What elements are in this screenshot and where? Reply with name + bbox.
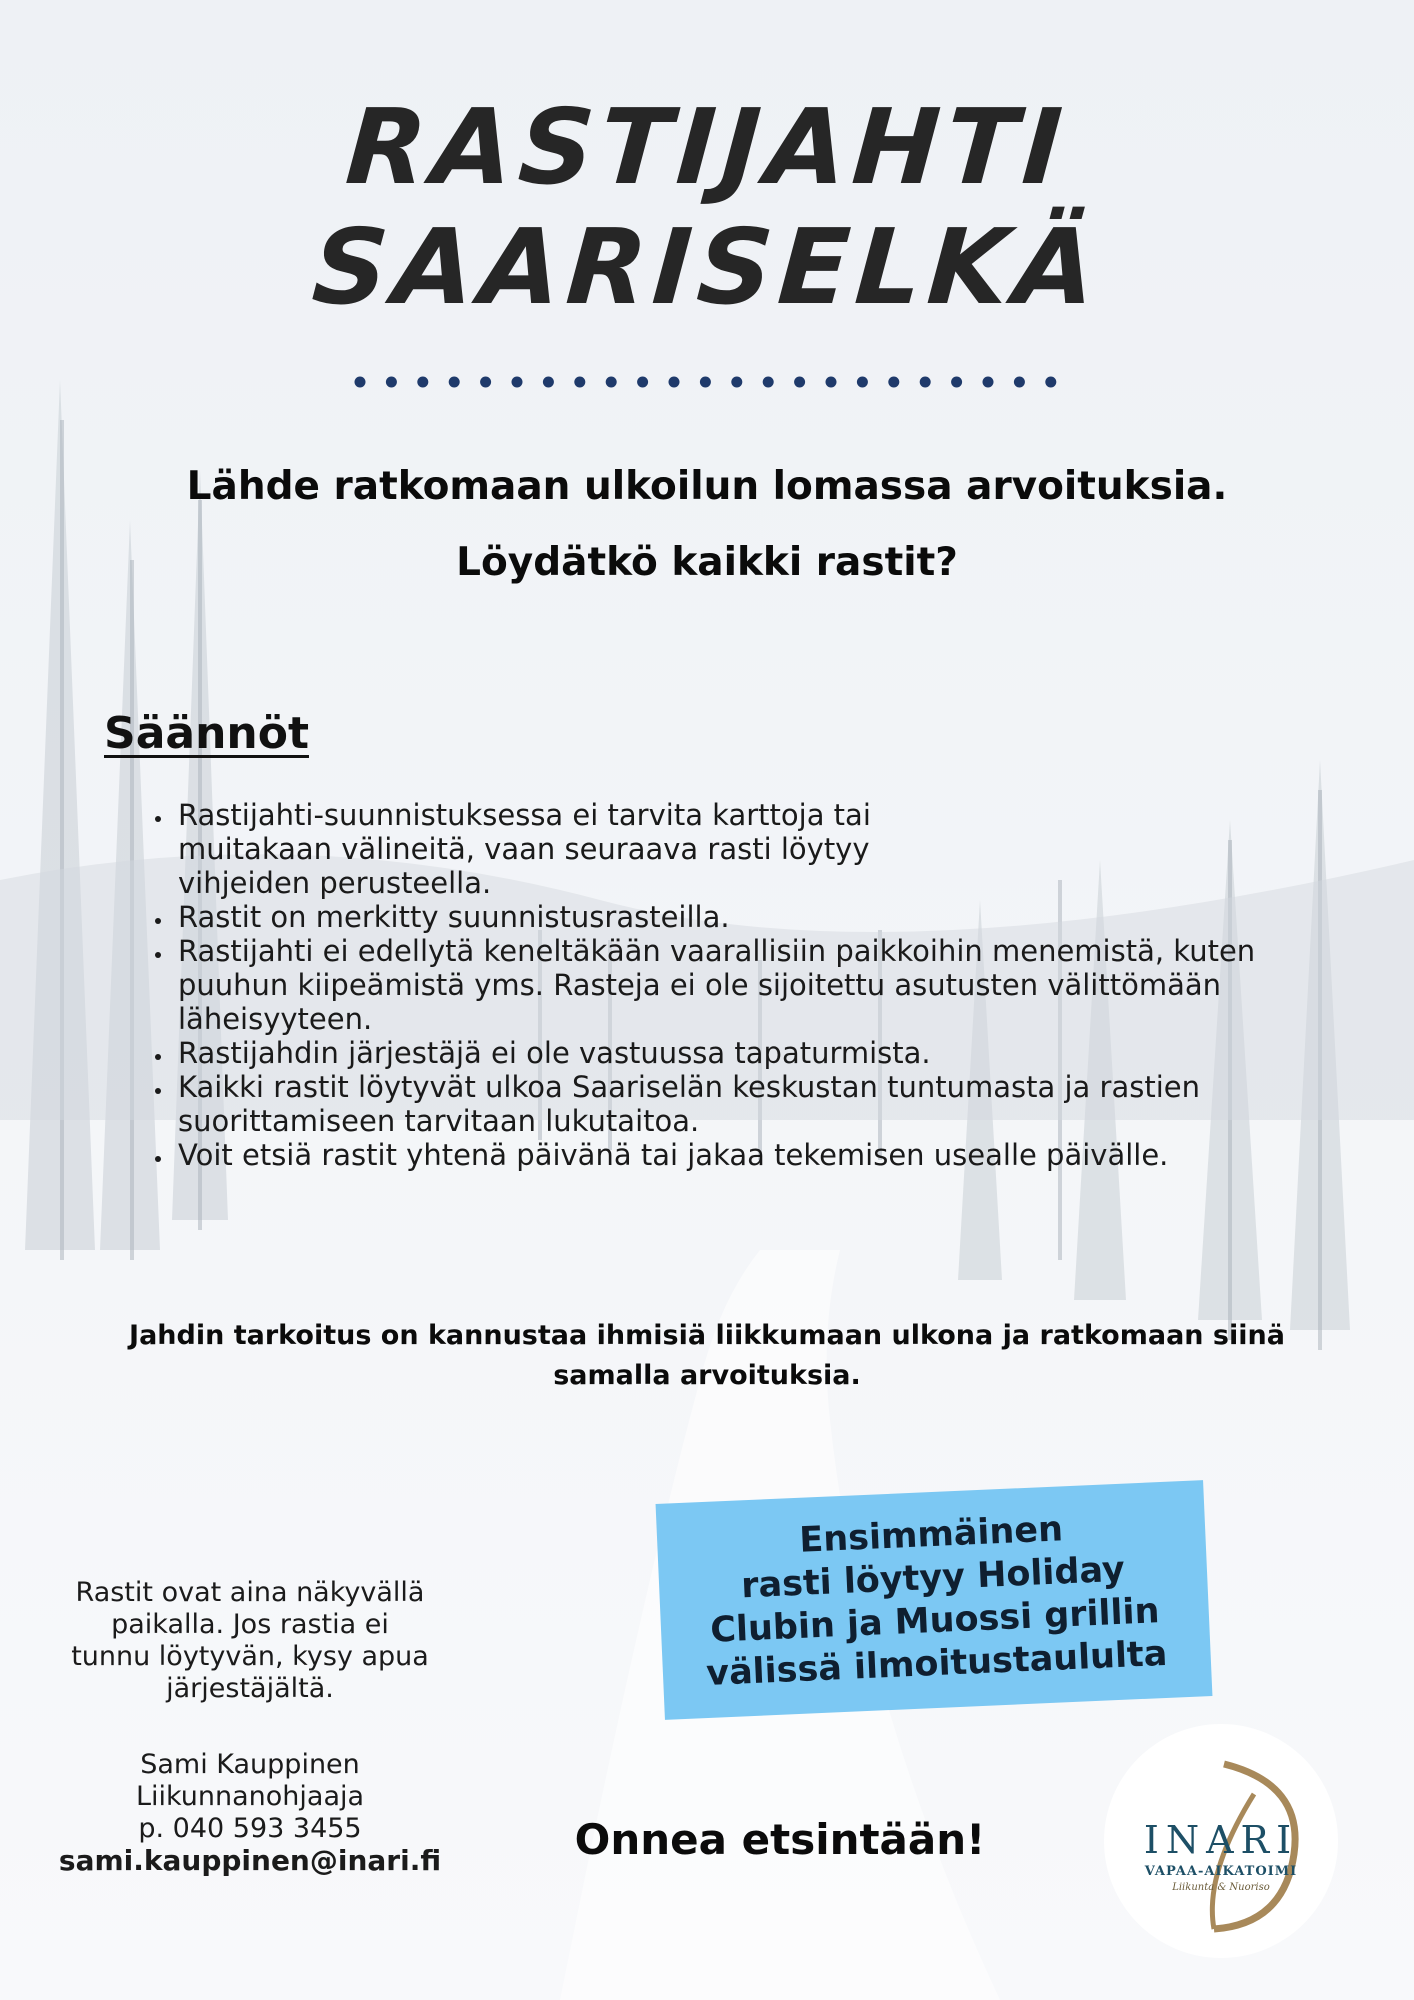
poster-title-line1: RASTIJAHTI bbox=[342, 86, 1072, 208]
rule-item: • Voit etsiä rastit yhtenä päivänä tai jakaa tekemisen usealle päivälle. bbox=[174, 1138, 1228, 1172]
rule-item: • Kaikki rastit löytyvät ulkoa Saariselän keskustan tuntumasta ja rastien suorittamiseen tarvitaan lukutaitoa. bbox=[174, 1070, 1248, 1138]
divider-dot bbox=[637, 377, 648, 388]
divider-dot bbox=[606, 377, 617, 388]
divider-dot bbox=[1045, 377, 1056, 388]
divider-dot bbox=[794, 377, 805, 388]
contact-block bbox=[30, 1577, 470, 1877]
purpose-statement: Jahdin tarkoitus on kannustaa ihmisiä liikkumaan ulkona ja ratkomaan siinä samalla arvoituksia. bbox=[129, 1320, 1285, 1391]
good-luck-message: Onnea etsintään! bbox=[574, 1815, 986, 1864]
rules-list bbox=[132, 798, 1374, 1172]
divider-dot bbox=[386, 377, 397, 388]
divider-dot bbox=[700, 377, 711, 388]
divider-dot bbox=[763, 377, 774, 388]
divider-dot bbox=[574, 377, 585, 388]
logo-tagline: Liikunta & Nuoriso bbox=[1172, 1882, 1270, 1893]
divider-dot bbox=[669, 377, 680, 388]
rules-heading: Säännöt bbox=[104, 708, 309, 759]
logo-subtitle: VAPAA-AIKATOIMI bbox=[1144, 1864, 1298, 1879]
rule-item: • Rastijahti ei edellytä keneltäkään vaarallisiin paikkoihin menemistä, kuten puuhun kiipeämistä yms. Rasteja ei ole sijoitettu asutusten välittömään läheisyyteen. bbox=[174, 934, 1328, 1036]
contact-email[interactable]: sami.kauppinen@inari.fi bbox=[58, 1844, 442, 1877]
dotted-divider bbox=[350, 372, 1070, 392]
divider-dot bbox=[731, 377, 742, 388]
divider-dot bbox=[417, 377, 428, 388]
divider-dot bbox=[355, 377, 366, 388]
divider-dot bbox=[826, 377, 837, 388]
divider-dot bbox=[983, 377, 994, 388]
inari-logo bbox=[1104, 1724, 1338, 1958]
divider-dot bbox=[920, 377, 931, 388]
logo-name: INARI bbox=[1143, 1818, 1299, 1862]
poster-title-line2: SAARISELKÄ bbox=[308, 206, 1106, 328]
contact-name: Sami Kauppinen bbox=[140, 1749, 360, 1780]
divider-dot bbox=[888, 377, 899, 388]
divider-dot bbox=[543, 377, 554, 388]
rule-item: • Rastijahdin järjestäjä ei ole vastuussa tapaturmista. bbox=[174, 1036, 1374, 1070]
intro-line-2: Löydätkö kaikki rastit? bbox=[456, 540, 958, 585]
divider-dot bbox=[480, 377, 491, 388]
first-checkpoint-callout bbox=[656, 1480, 1213, 1720]
divider-dot bbox=[1014, 377, 1025, 388]
divider-dot bbox=[951, 377, 962, 388]
help-note: Rastit ovat aina näkyvällä paikalla. Jos rastia ei tunnu löytyvän, kysy apua järjestäjältä. bbox=[71, 1577, 429, 1704]
divider-dot bbox=[512, 377, 523, 388]
rule-item: • Rastijahti-suunnistuksessa ei tarvita karttoja tai muitakaan välineitä, vaan seuraava rasti löytyy vihjeiden perusteella. bbox=[174, 798, 968, 900]
contact-role: Liikunnanohjaaja bbox=[135, 1781, 365, 1812]
divider-dot bbox=[449, 377, 460, 388]
divider-dot bbox=[857, 377, 868, 388]
callout-text: Ensimmäinen rasti löytyy Holiday Clubin ja Muossi grillin välissä ilmoitustaululta bbox=[705, 1509, 1169, 1694]
contact-phone: p. 040 593 3455 bbox=[138, 1813, 362, 1844]
intro-line-1: Lähde ratkomaan ulkoilun lomassa arvoituksia. bbox=[186, 464, 1228, 509]
rule-item: • Rastit on merkitty suunnistusrasteilla. bbox=[174, 900, 1374, 934]
